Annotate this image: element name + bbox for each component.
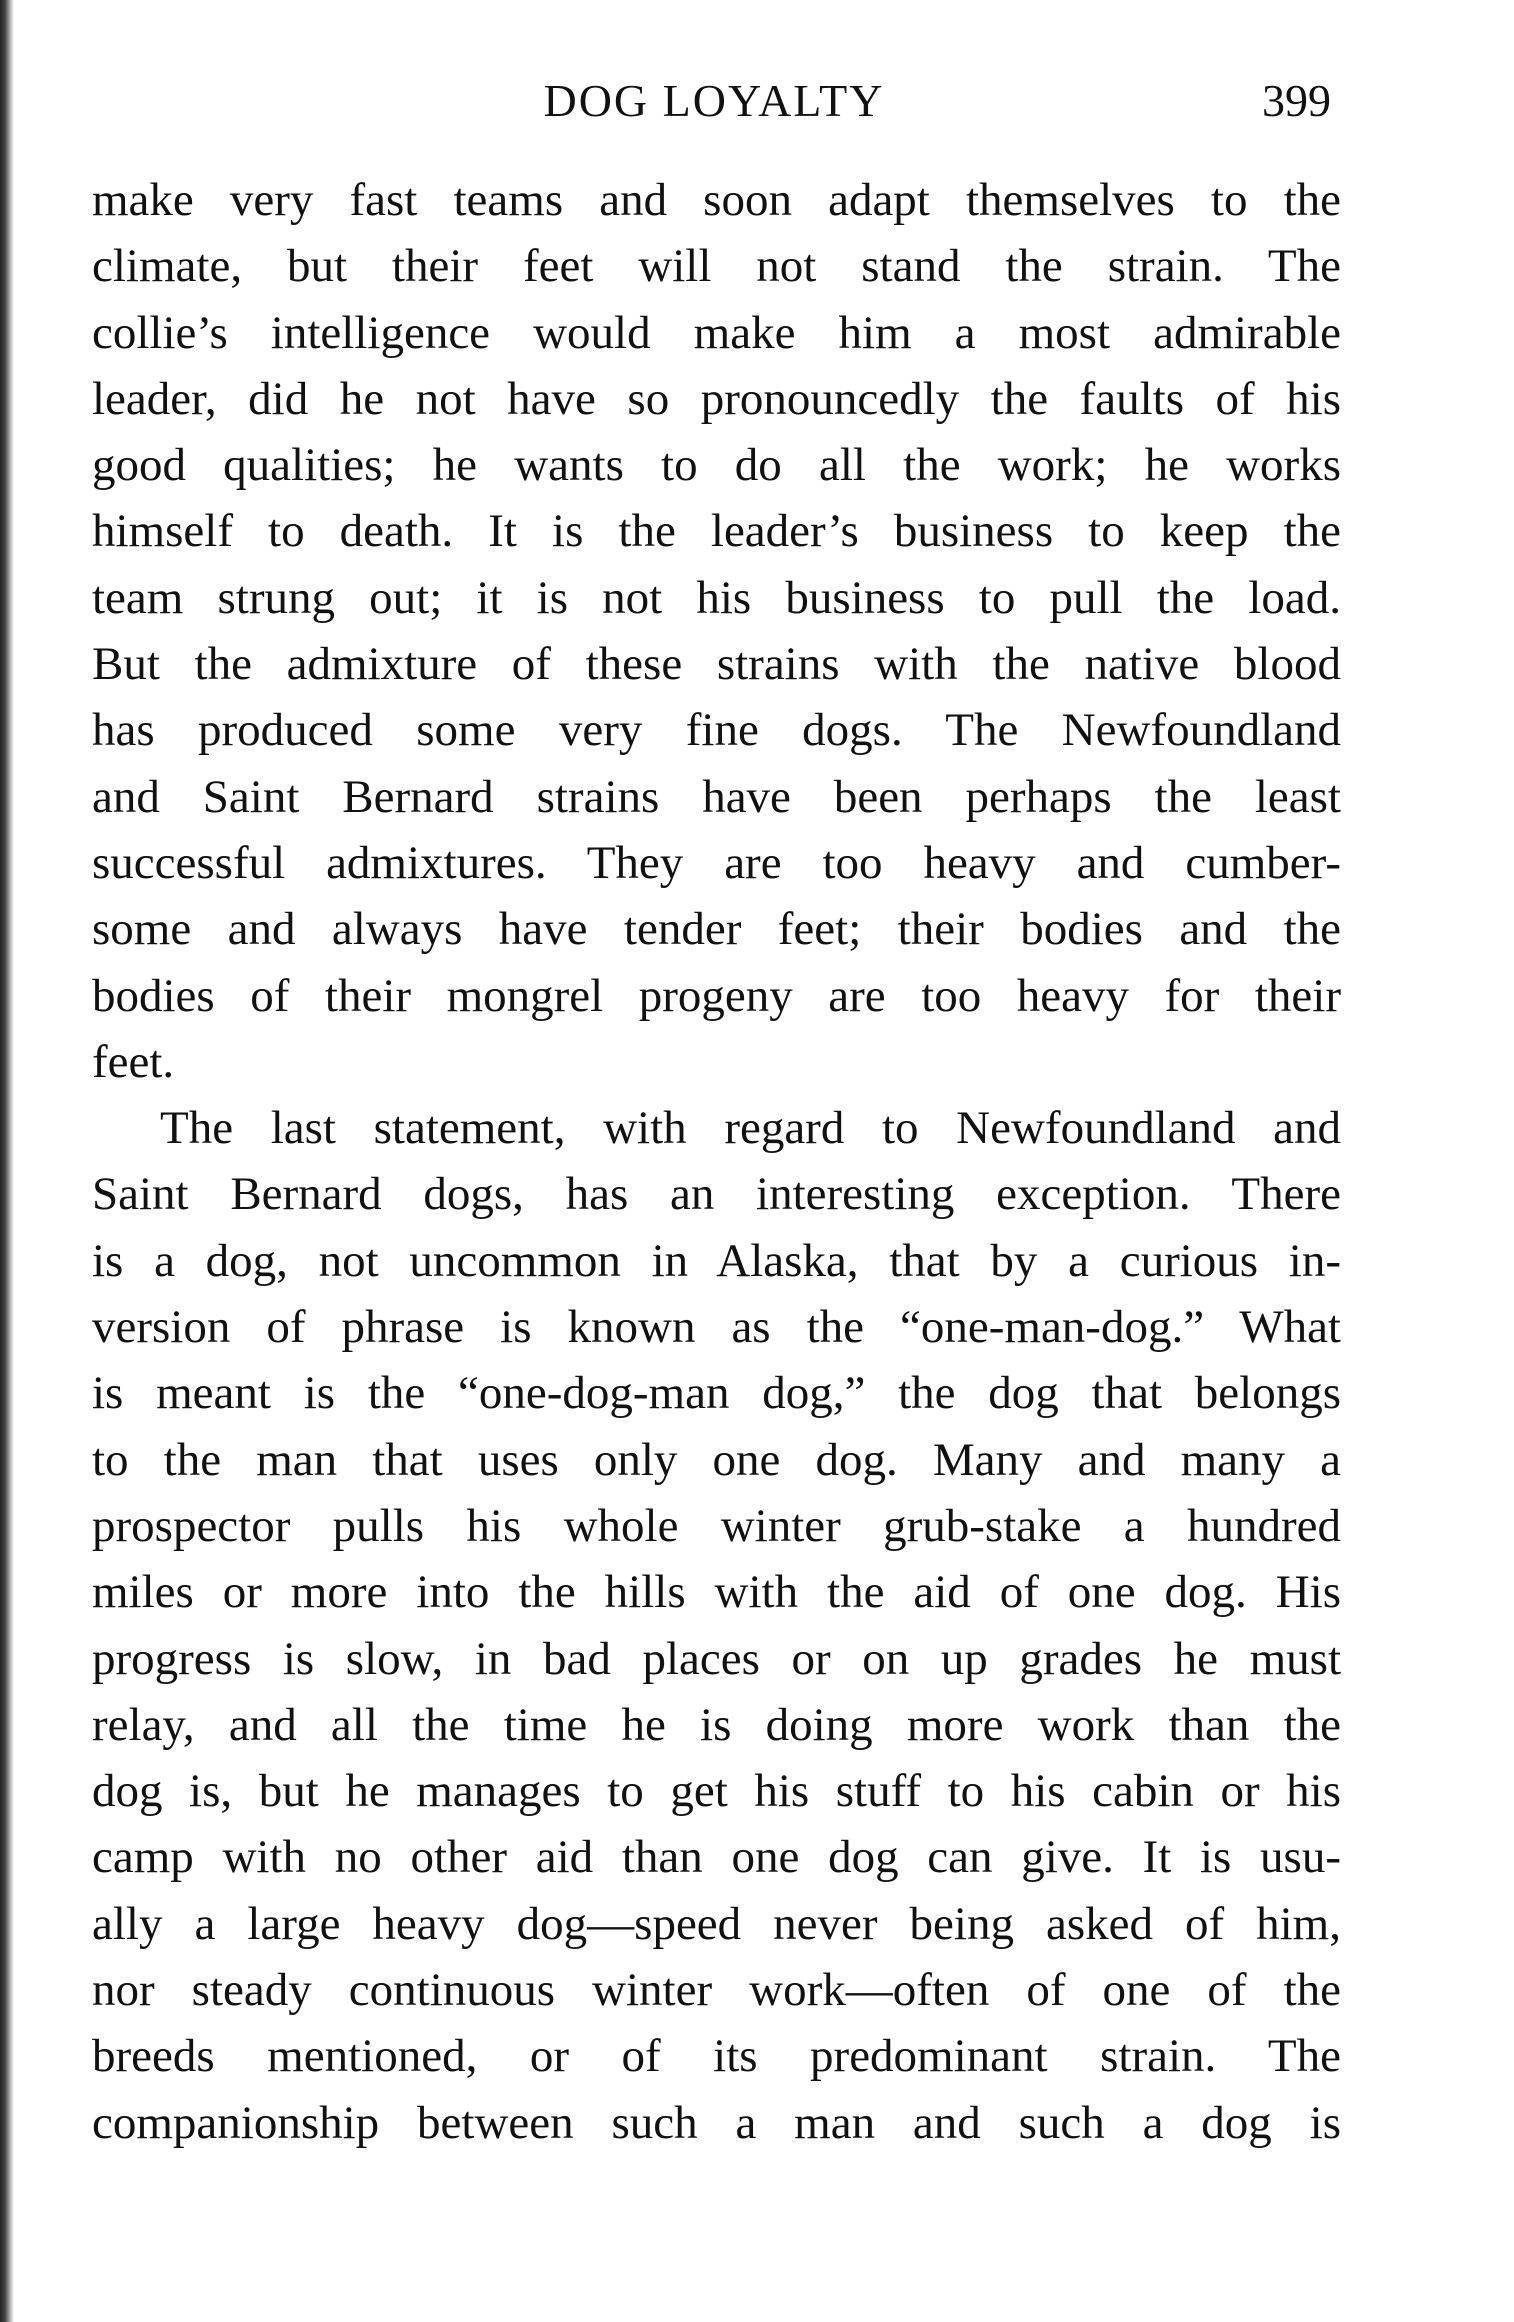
text-line: camp with no other aid than one dog can give. It is usu- (92, 1831, 1341, 1884)
text-line: miles or more into the hills with the aid of one dog. His (92, 1566, 1341, 1619)
text-line: make very fast teams and soon adapt themselves to the (92, 174, 1341, 226)
text-line: Saint Bernard dogs, has an interesting exception. There (92, 1168, 1341, 1221)
text-line: some and always have tender feet; their bodies and the (92, 903, 1341, 956)
text-line: The last statement, with regard to Newfoundland and (160, 1102, 1341, 1155)
text-line: has produced some very fine dogs. The Newfoundland (92, 704, 1341, 757)
running-head: DOG LOYALTY (543, 75, 885, 126)
text-line: bodies of their mongrel progeny are too heavy for their (92, 969, 1341, 1022)
text-line: nor steady continuous winter work—often of one of the (92, 1964, 1341, 2017)
text-line: relay, and all the time he is doing more work than the (92, 1698, 1341, 1751)
text-line: version of phrase is known as the “one-man-dog.” What (92, 1301, 1341, 1354)
text-line: and Saint Bernard strains have been perhaps the least (92, 770, 1341, 823)
text-line: But the admixture of these strains with the native blood (92, 638, 1341, 691)
text-line: collie’s intelligence would make him a most admirable (92, 306, 1341, 359)
page-body (92, 167, 1341, 2156)
text-line: successful admixtures. They are too heavy and cumber- (92, 836, 1341, 889)
scan-edge (0, 0, 14, 2322)
text-line: to the man that uses only one dog. Many and many a (92, 1433, 1341, 1486)
text-line: prospector pulls his whole winter grub-stake a hundred (92, 1499, 1341, 1552)
text-line: climate, but their feet will not stand the strain. The (92, 240, 1341, 293)
text-line: leader, did he not have so pronouncedly the faults of his (92, 372, 1341, 425)
text-line: good qualities; he wants to do all the work; he works (92, 439, 1341, 492)
text-line: breeds mentioned, or of its predominant strain. The (92, 2030, 1341, 2083)
page-number: 399 (1262, 75, 1331, 126)
text-line: progress is slow, in bad places or on up grades he must (92, 1632, 1341, 1685)
text-line: companionship between such a man and such a dog is (92, 2096, 1341, 2149)
text-line: dog is, but he manages to get his stuff to his cabin or his (92, 1765, 1341, 1818)
text-line: ally a large heavy dog—speed never being asked of him, (92, 1897, 1341, 1950)
text-line: team strung out; it is not his business to pull the load. (92, 571, 1341, 624)
text-line: feet. (92, 1035, 175, 1088)
text-line: is meant is the “one-dog-man dog,” the dog that belongs (92, 1367, 1341, 1420)
text-line: himself to death. It is the leader’s business to keep the (92, 505, 1341, 558)
text-line: is a dog, not uncommon in Alaska, that by a curious in- (92, 1234, 1341, 1287)
